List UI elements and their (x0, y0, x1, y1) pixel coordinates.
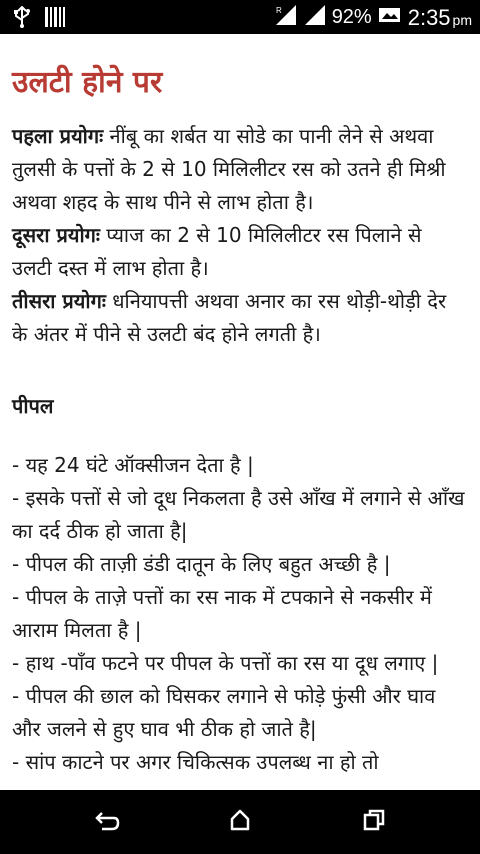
recents-icon (362, 808, 386, 836)
experiment-2 (12, 219, 466, 285)
list-item: - पीपल के ताज़े पत्तों का रस नाक में टपकाने से नकसीर में आराम मिलता है | (12, 585, 432, 642)
article-title: उलटी होने पर (12, 65, 163, 100)
experiment-3-label: तीसरा प्रयोगः (12, 289, 106, 313)
back-icon (92, 808, 120, 836)
experiment-2-text: प्याज का 2 से 10 मिलिलीटर रस पिलाने से उलटी दस्त में लाभ होता है। (12, 223, 422, 280)
barcode-icon (44, 6, 66, 32)
list-item: - पीपल की ताज़ी डंडी दातून के लिए बहुत अच्छी है | (12, 552, 391, 576)
usb-icon (12, 6, 32, 32)
experiment-1-text: नींबू का शर्बत या सोडे का पानी लेने से अथवा तुलसी के पत्तों के 2 से 10 मिलिलीटर रस को उतने ही मिश्री अथवा शहद के साथ पीने से लाभ होता है। (12, 124, 446, 214)
experiment-3-text: धनियापत्ती अथवा अनार का रस थोड़ी-थोड़ी देर के अंतर में पीने से उलटी बंद होने लगती है। (12, 289, 447, 346)
section-title: पीपल (12, 394, 54, 418)
navigation-bar (0, 790, 480, 854)
svg-text:R: R (275, 6, 282, 15)
ampm-text: pm (452, 11, 472, 28)
wifi-icon (274, 4, 298, 31)
experiment-1-label: पहला प्रयोगः (12, 124, 104, 148)
list-item: - पीपल की छाल को घिसकर लगाने से फोड़े फुंसी और घाव और जलने से हुए घाव भी ठीक हो जाते है| (12, 684, 436, 741)
list-item: - सांप काटने पर अगर चिकित्सक उपलब्ध ना हो तो (12, 750, 379, 774)
clock (408, 5, 472, 31)
back-button[interactable] (90, 806, 122, 838)
time-text: 2:35 (407, 4, 451, 30)
bullet-list (12, 449, 466, 779)
signal-icon (304, 4, 326, 31)
list-item: - इसके पत्तों से जो दूध निकलता है उसे आँख में लगाने से आँख का दर्द ठीक हो जाता है| (12, 486, 465, 543)
recents-button[interactable] (358, 806, 390, 838)
list-item: - यह 24 घंटे ऑक्सीजन देता है | (12, 453, 254, 477)
list-item: - हाथ -पाँव फटने पर पीपल के पत्तों का रस या दूध लगाए | (12, 651, 439, 675)
status-bar (0, 0, 480, 34)
article-content[interactable] (0, 34, 480, 790)
experiment-3 (12, 285, 466, 351)
home-button[interactable] (224, 806, 256, 838)
battery-percent: 92% (331, 6, 372, 28)
experiment-2-label: दूसरा प्रयोगः (12, 223, 100, 247)
experiment-1 (12, 120, 466, 219)
battery-icon (378, 6, 402, 29)
home-icon (228, 808, 252, 836)
